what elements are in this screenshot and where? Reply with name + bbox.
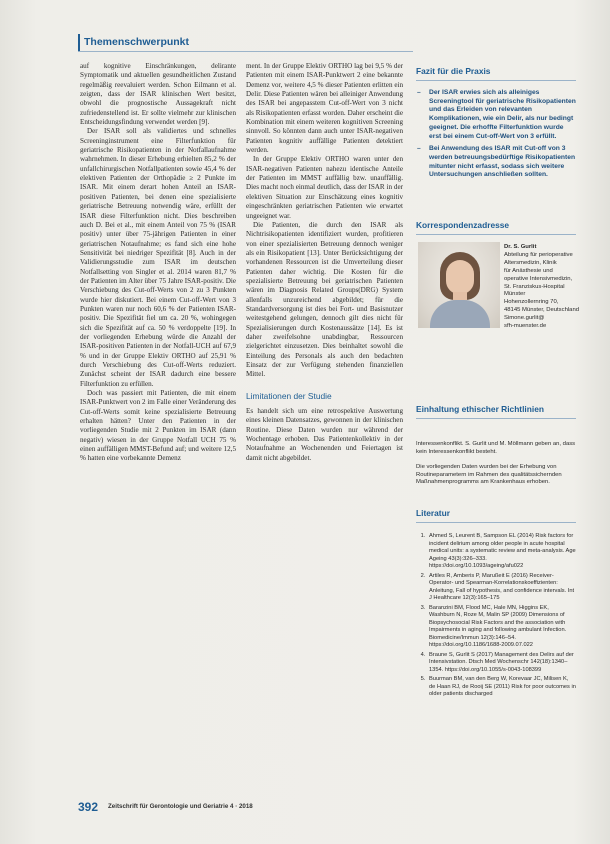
address-line: Abteilung für perioperative — [504, 251, 573, 258]
paragraph: Es handelt sich um eine retrospektive Auswertung eines kleinen Datensatzes, gewonnen in der klinischen Routine. Diese Daten wurden nur während der Wochentage erhoben. Das Patientenkollektiv in der Notaufnahme an Wochenenden und Feiertagen ist damit nicht abgebildet. — [246, 407, 403, 462]
address-line: 48145 Münster, Deutschland — [504, 307, 579, 314]
reference-item: 4. Braune S, Gurlit S (2017) Management des Delirs auf der Intensivstation. Dtsch Med Wochenschr 142(18):1340–1354. https://doi.org/10.1055/s-0043-108399 — [427, 652, 576, 675]
section-title: Themenschwerpunkt — [84, 36, 190, 48]
correspondence-box — [416, 220, 579, 330]
correspondence-divider — [416, 234, 576, 235]
references-title: Literatur — [416, 508, 450, 518]
address-line: St. Franziskus-Hospital — [504, 283, 565, 290]
email-line: sfh-muenster.de — [504, 323, 547, 330]
correspondence-address — [504, 244, 579, 331]
conflict-statement: Interessenkonflikt. S. Gurlit und M. Möllmann geben an, dass kein Interessenkonflikt besteht. — [416, 441, 576, 455]
reference-item: 2. Artiles R, Amberis P, Marußeit E (2016) Receiver-Operator- und Spearman-Korrelationskoeffizienten: Anleitung, Fall of hypothesis, and confidence intervals. Int J Healthcare 12(3):165–175 — [427, 573, 576, 603]
reference-item: 1. Ahmed S, Leurent B, Sampson EL (2014) Risk factors for incident delirium among older people in acute hospital medical units: a systematic review and meta-analysis. Age Ageing 43(3):326–333. https://doi.org/10.1093/ageing/afu022 — [427, 533, 576, 571]
header-accent-bar — [78, 34, 80, 51]
references-box — [416, 508, 576, 701]
ethics-title: Einhaltung ethischer Richtlinien — [416, 404, 544, 414]
correspondence-title: Korrespondenzadresse — [416, 220, 510, 230]
practice-title: Fazit für die Praxis — [416, 66, 491, 76]
paragraph: ment. In der Gruppe Elektiv ORTHO lag bei 9,5 % der Patienten mit einem ISAR-Punktwert 2 eine bekannte Demenz vor, weitere 4,5 % dieser Patienten erlitten ein Delir. Diese Patienten wären bei alleiniger Anwendung des ISAR bei angepasstem Cut-off-Wert von 3 nicht als Risikopatienten erfasst worden. Daher erscheint die Kombination mit einem weiteren kognitiven Screening sinnvoll. So könnten dann auch unter ISAR-negativen Patienten kognitiv auffällige Patienten detektiert werden. — [246, 62, 403, 155]
paragraph: Der ISAR soll als validiertes und schnelles Screeninginstrument eine Filterfunktion für geriatrische Risikopatienten in der Notfallaufnahme wahrnehmen. In dieser Erhebung erhielten 85,2 % der unfallchirurgischen Notfallpatienten sowie 45,4 % der elektiven Patienten der Orthopädie ≥ 2 Punkte im ISAR. Mit einem derart hohen Anteil an ISAR-positiven Patienten, bei denen eine spezialisierte geriatrische Betreuung notwendig wäre, erfüllt der ISAR diese Filterfunktion nicht. Dies beschreiben auch D. Bei et al., mit einem Anteil von 75 % (ISAR positiv) unter über 75-jährigen Patienten in einer geriatrischen Notaufnahme; es fand sich eine hohe Sensitivität bei niedriger Spezifität [8]. Auch in der Validierungsstudie zum ISAR im deutschen Notfallsetting von Singler et al. 2014 waren 81,7 % der Patienten im Alter über 75 Jahre ISAR-positiv. Die Verschiebung des Cut-off-Werts von 2 zu 3 Punkten wurde hier diskutiert. Bei einem Cut-off-Wert von 3 Punkten waren nur noch 60,6 % der Patienten ISAR-positiv. Die Spezifität fiel um ca. 20 %, wohingegen sich die Spezifität auf ca. 50 % verdoppelte [19]. In der vorliegenden Erhebung würde die Anzahl der ISAR-positiven Patienten in der Notfall-UCH auf 67,9 % und in der Gruppe Elektiv ORTHO auf 25,91 % durch Verschiebung des Cut-off-Werts reduziert. Zunächst scheint der ISAR dadurch eine bessere Filterfunktion zu erfüllen. — [80, 127, 236, 388]
paragraph: auf kognitive Einschränkungen, delirante Symptomatik und aktuellen gesundheitlichen Zustand regelmäßig reevaluiert werden. Schon Eilmann et al. zeigten, dass der ISAR klinischen Wert besitzt, obwohl die prognostische Aussagekraft nicht zufriedenstellend ist. Er sollte vielmehr zur klinischen Entscheidungsfindung verwendet werden [9]. — [80, 62, 236, 127]
ethics-box — [416, 404, 576, 487]
practice-divider — [416, 80, 576, 81]
author-photo — [418, 242, 500, 328]
reference-item: 5. Buurman BM, van den Berg W, Korevaar JC, Milisen K, de Haan RJ, de Rooij SE (2011) Risk for poor outcomes in older patients discharged — [427, 676, 576, 699]
header-divider — [78, 51, 413, 52]
page-number: 392 — [78, 800, 99, 814]
author-name: Dr. S. Gurlit — [504, 244, 537, 250]
paragraph: In der Gruppe Elektiv ORTHO waren unter den ISAR-negativen Patienten nahezu identische Anteile der Patienten im MMST auffällig bzw. unauffällig. Dies macht noch einmal deutlich, dass der ISAR in der elektiven Situation zur Einschätzung eines kognitiv eingeschränkten geriatrischen Patienten wie erwartet ungeeignet war. — [246, 155, 403, 220]
reference-item: 3. Baranzini BM, Flood MC, Hale MN, Higgins EK, Washburn N, Roze M, Malin SP (2009) Dimensions of Biopsychosocial Risk Factors and the association with Impairments in aging and following ambulant Infection. Biomedicine/Immun 12(3):146–54. https://doi.org/10.1186/1688-2009.07.022 — [427, 605, 576, 650]
paragraph: Doch was passiert mit Patienten, die mit einem ISAR-Punktwert von 2 im Falle einer Veränderung des Cut-off-Werts somit keine spezialisierte Betreuung erhalten hätten? Unter den Patienten in der vorliegenden Studie mit 2 Punkten im ISAR (dann negativ) wiesen in der Gruppe Notfall UCH 75 % einen auffälligen MMST-Befund auf; und weitere 12,5 % hatten eine vorbekannte Demenz — [80, 389, 236, 463]
ethics-divider — [416, 418, 576, 419]
body-column-middle — [246, 62, 403, 463]
references-divider — [416, 522, 576, 523]
practice-item: – Der ISAR erwies sich als alleiniges Screeningtool für geriatrische Risikopatienten und das Erleiden von relevanten Komplikationen, wie ein Delir, als nur bedingt geeignet. Die erhoffte Filterfunktion wurde erst bei einem Cut-off-Wert von 3 erfüllt. — [416, 89, 576, 141]
address-line: Hohenzollernring 70, — [504, 299, 559, 306]
reference-list — [416, 533, 576, 699]
limitations-heading: Limitationen der Studie — [246, 390, 332, 401]
practice-item: – Bei Anwendung des ISAR mit Cut-off von 3 werden betreuungsbedürftige Risikopatienten mitunter nicht erfasst, sodass sich weitere Untersuchungen anschließen sollten. — [416, 145, 576, 180]
body-column-left — [80, 62, 236, 464]
address-line: Altersmedizin, Klinik — [504, 259, 557, 266]
practice-box — [416, 66, 576, 184]
address-line: operative Intensivmedizin, — [504, 275, 573, 282]
email-line: Simone.gurlit@ — [504, 315, 545, 322]
address-line: für Anästhesie und — [504, 267, 553, 274]
address-line: Münster — [504, 291, 526, 298]
ethics-statement: Die vorliegenden Daten wurden bei der Erhebung von Routineparametern im Rahmen des qualitätssichernden Maßnahmenprogramms am Krankenhaus erhoben. — [416, 464, 562, 486]
practice-list — [416, 89, 576, 180]
journal-citation: Zeitschrift für Gerontologie und Geriatrie 4 · 2018 — [108, 803, 253, 810]
paragraph: Die Patienten, die durch den ISAR als Nichtrisikopatienten identifiziert wurden, profitieren von einer spezialisierten Betreuung dennoch weniger als ein Risikopatient [13]. Unter Berücksichtigung der vorhandenen Ressourcen ist die Umverteilung dieser Patienten daher wichtig. Die Kosten für die spezialisierte Betreuung bei geriatrischen Patienten wären im Diagnosis Related Groups(DRG) System allenfalls unzureichend abgebildet; für die Standardversorgung ist dies bei Fort- und Basisnutzer weitestgehend gelungen, dennoch gilt dies nicht für Spezialisierungen durch Kostenaussätze [14]. Es ist daher zweifelsohne unabdingbar, Ressourcen zielgerichtet einzusetzen. Dies beinhaltet sowohl die Einteilung des Personals als auch den bedachten Einsatz der zur Verfügung stehenden finanziellen Mittel. — [246, 220, 403, 379]
